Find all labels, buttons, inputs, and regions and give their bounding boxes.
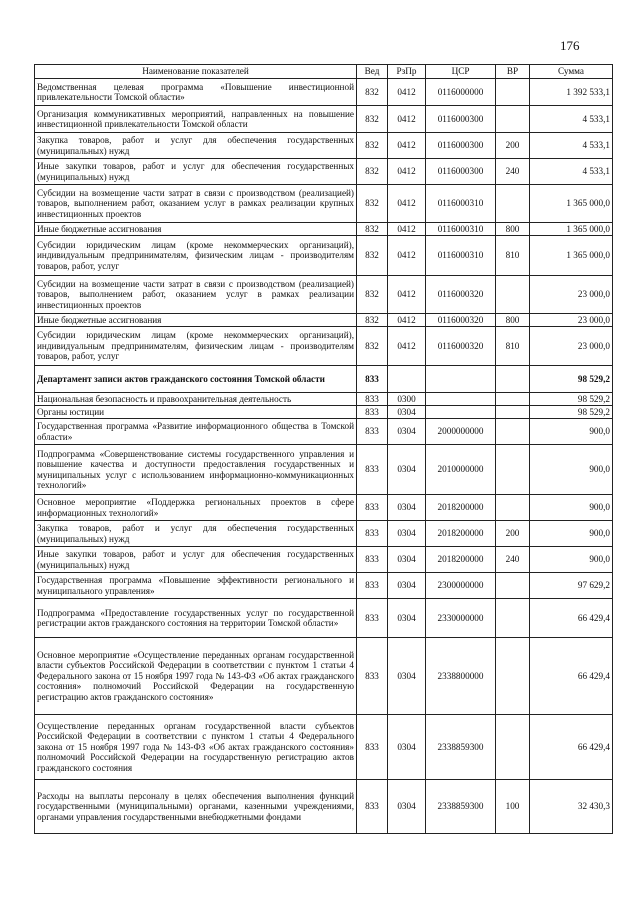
table-row: [35, 106, 613, 133]
cell-vr: 200: [496, 133, 530, 159]
table-row: [35, 521, 613, 547]
cell-ved: 832: [357, 314, 388, 327]
cell-csr: 2010000000: [426, 445, 496, 495]
cell-vr: 810: [496, 236, 530, 276]
cell-vr: [496, 599, 530, 638]
cell-vr: [496, 106, 530, 133]
table-row: [35, 276, 613, 314]
cell-ved: 833: [357, 780, 388, 834]
cell-name: Закупка товаров, работ и услуг для обеспечения государственных (муниципальных) нужд: [35, 521, 357, 547]
cell-csr: 0116000300: [426, 106, 496, 133]
cell-name: Подпрограмма «Предоставление государственных услуг по государственной регистрации актов гражданского состояния на территории Томской области»: [35, 599, 357, 638]
cell-ved: 832: [357, 236, 388, 276]
table-row: [35, 547, 613, 573]
col-header-name: Наименование показателей: [35, 65, 357, 79]
cell-csr: 2300000000: [426, 573, 496, 599]
cell-ved: 833: [357, 547, 388, 573]
cell-rzpr: 0412: [388, 106, 426, 133]
table-row: [35, 419, 613, 445]
cell-rzpr: 0304: [388, 547, 426, 573]
col-header-sum: Сумма: [530, 65, 613, 79]
cell-csr: 2338800000: [426, 638, 496, 715]
cell-csr: 2330000000: [426, 599, 496, 638]
table-row: [35, 79, 613, 106]
cell-name: Иные бюджетные ассигнования: [35, 223, 357, 236]
cell-vr: [496, 715, 530, 780]
cell-ved: 832: [357, 223, 388, 236]
table-row: [35, 159, 613, 185]
cell-csr: 2338859300: [426, 715, 496, 780]
cell-name: Основное мероприятие «Осуществление переданных органам государственной власти субъектов Российской Федерации в соответствии с пунктом 1 статьи 4 Федерального закона от 15 ноября 1997 года № 143-ФЗ «Об актах гражданского состояния» полномочий Российской Федерации на государственную регистрацию актов гражданского состояния»: [35, 638, 357, 715]
cell-rzpr: 0300: [388, 393, 426, 406]
cell-ved: 832: [357, 79, 388, 106]
cell-vr: 240: [496, 159, 530, 185]
cell-sum: 66 429,4: [530, 715, 613, 780]
cell-vr: 800: [496, 314, 530, 327]
cell-rzpr: [388, 366, 426, 393]
cell-ved: 833: [357, 599, 388, 638]
cell-csr: 0116000000: [426, 79, 496, 106]
cell-sum: 900,0: [530, 521, 613, 547]
cell-name: Государственная программа «Повышение эффективности регионального и муниципального управления»: [35, 573, 357, 599]
table-row: [35, 393, 613, 406]
cell-csr: 0116000310: [426, 223, 496, 236]
cell-csr: [426, 406, 496, 419]
cell-rzpr: 0412: [388, 327, 426, 366]
cell-ved: 832: [357, 327, 388, 366]
cell-sum: 1 365 000,0: [530, 223, 613, 236]
cell-name: Иные закупки товаров, работ и услуг для обеспечения государственных (муниципальных) нужд: [35, 159, 357, 185]
cell-rzpr: 0304: [388, 521, 426, 547]
cell-rzpr: 0412: [388, 314, 426, 327]
table-row: [35, 366, 613, 393]
cell-name: Ведомственная целевая программа «Повышение инвестиционной привлекательности Томской области»: [35, 79, 357, 106]
cell-vr: [496, 185, 530, 223]
table-row: [35, 133, 613, 159]
cell-vr: 100: [496, 780, 530, 834]
cell-vr: [496, 419, 530, 445]
table-row: [35, 223, 613, 236]
cell-rzpr: 0304: [388, 495, 426, 521]
table-row: [35, 638, 613, 715]
cell-sum: 1 392 533,1: [530, 79, 613, 106]
cell-rzpr: 0304: [388, 780, 426, 834]
cell-csr: 0116000300: [426, 159, 496, 185]
cell-ved: 833: [357, 521, 388, 547]
cell-vr: [496, 638, 530, 715]
cell-rzpr: 0412: [388, 223, 426, 236]
cell-name: Иные закупки товаров, работ и услуг для обеспечения государственных (муниципальных) нужд: [35, 547, 357, 573]
cell-name: Осуществление переданных органам государственной власти субъектов Российской Федерации в соответствии с пунктом 1 статьи 4 Федерального закона от 15 ноября 1997 года № 143-ФЗ «Об актах гражданского состояния» полномочий Российской Федерации на государственную регистрацию актов гражданского состояния: [35, 715, 357, 780]
cell-csr: 0116000320: [426, 276, 496, 314]
cell-sum: 23 000,0: [530, 327, 613, 366]
cell-ved: 832: [357, 106, 388, 133]
cell-csr: 2018200000: [426, 495, 496, 521]
cell-csr: 0116000300: [426, 133, 496, 159]
cell-sum: 97 629,2: [530, 573, 613, 599]
cell-csr: 0116000310: [426, 185, 496, 223]
cell-csr: 2338859300: [426, 780, 496, 834]
cell-name: Иные бюджетные ассигнования: [35, 314, 357, 327]
table-row: [35, 599, 613, 638]
table-row: [35, 495, 613, 521]
table-row: [35, 573, 613, 599]
cell-vr: 800: [496, 223, 530, 236]
cell-name: Субсидии на возмещение части затрат в связи с производством (реализацией) товаров, выполнением работ, оказанием услуг в рамках реализации крупных инвестиционных проектов: [35, 185, 357, 223]
cell-rzpr: 0304: [388, 419, 426, 445]
table-row: [35, 314, 613, 327]
cell-sum: 98 529,2: [530, 366, 613, 393]
cell-vr: 240: [496, 547, 530, 573]
cell-csr: 2000000000: [426, 419, 496, 445]
cell-ved: 833: [357, 495, 388, 521]
cell-ved: 833: [357, 406, 388, 419]
cell-vr: [496, 366, 530, 393]
table-row: [35, 445, 613, 495]
cell-csr: 0116000320: [426, 327, 496, 366]
cell-ved: 833: [357, 445, 388, 495]
cell-csr: 2018200000: [426, 547, 496, 573]
cell-rzpr: 0412: [388, 276, 426, 314]
cell-name: Органы юстиции: [35, 406, 357, 419]
cell-rzpr: 0304: [388, 573, 426, 599]
table-row: [35, 327, 613, 366]
cell-name: Расходы на выплаты персоналу в целях обеспечения выполнения функций государственными (муниципальными) органами, казенными учреждениями, органами управления государственными внебюджетными фондами: [35, 780, 357, 834]
cell-sum: 900,0: [530, 547, 613, 573]
col-header-vr: ВР: [496, 65, 530, 79]
cell-sum: 4 533,1: [530, 133, 613, 159]
cell-sum: 66 429,4: [530, 638, 613, 715]
cell-ved: 833: [357, 419, 388, 445]
cell-csr: [426, 366, 496, 393]
cell-csr: 0116000310: [426, 236, 496, 276]
cell-vr: [496, 573, 530, 599]
cell-rzpr: 0412: [388, 236, 426, 276]
cell-ved: 833: [357, 715, 388, 780]
cell-name: Национальная безопасность и правоохранительная деятельность: [35, 393, 357, 406]
cell-ved: 833: [357, 393, 388, 406]
cell-rzpr: 0304: [388, 638, 426, 715]
cell-rzpr: 0412: [388, 79, 426, 106]
cell-vr: [496, 495, 530, 521]
cell-name: Организация коммуникативных мероприятий, направленных на повышение инвестиционной привлекательности Томской области: [35, 106, 357, 133]
cell-rzpr: 0304: [388, 715, 426, 780]
cell-rzpr: 0412: [388, 185, 426, 223]
cell-vr: 810: [496, 327, 530, 366]
cell-ved: 833: [357, 366, 388, 393]
cell-sum: 4 533,1: [530, 159, 613, 185]
cell-vr: [496, 79, 530, 106]
cell-sum: 1 365 000,0: [530, 236, 613, 276]
table-row: [35, 185, 613, 223]
cell-vr: [496, 445, 530, 495]
cell-csr: 2018200000: [426, 521, 496, 547]
cell-name: Подпрограмма «Совершенствование системы государственного управления и повышение качества и доступности предоставления государственных и муниципальных услуг с использованием информационно-коммуникационных технологий»: [35, 445, 357, 495]
cell-sum: 98 529,2: [530, 406, 613, 419]
cell-name: Государственная программа «Развитие информационного общества в Томской области»: [35, 419, 357, 445]
cell-sum: 900,0: [530, 495, 613, 521]
cell-name: Субсидии на возмещение части затрат в связи с производством (реализацией) товаров, выполнением работ, оказанием услуг в рамках реализации инвестиционных проектов: [35, 276, 357, 314]
col-header-rzpr: РзПр: [388, 65, 426, 79]
cell-name: Департамент записи актов гражданского состояния Томской области: [35, 366, 357, 393]
col-header-csr: ЦСР: [426, 65, 496, 79]
table-row: [35, 406, 613, 419]
cell-rzpr: 0304: [388, 599, 426, 638]
table-row: [35, 715, 613, 780]
cell-csr: [426, 393, 496, 406]
cell-sum: 23 000,0: [530, 276, 613, 314]
col-header-ved: Вед: [357, 65, 388, 79]
cell-csr: 0116000320: [426, 314, 496, 327]
cell-rzpr: 0412: [388, 159, 426, 185]
cell-ved: 832: [357, 159, 388, 185]
cell-sum: 23 000,0: [530, 314, 613, 327]
cell-name: Субсидии юридическим лицам (кроме некоммерческих организаций), индивидуальным предпринимателям, физическим лицам - производителям товаров, работ, услуг: [35, 327, 357, 366]
table-header-row: [35, 65, 613, 79]
cell-ved: 832: [357, 133, 388, 159]
cell-sum: 32 430,3: [530, 780, 613, 834]
cell-vr: [496, 276, 530, 314]
cell-sum: 66 429,4: [530, 599, 613, 638]
cell-sum: 4 533,1: [530, 106, 613, 133]
cell-sum: 900,0: [530, 445, 613, 495]
cell-ved: 832: [357, 185, 388, 223]
table-row: [35, 236, 613, 276]
cell-vr: [496, 406, 530, 419]
cell-name: Закупка товаров, работ и услуг для обеспечения государственных (муниципальных) нужд: [35, 133, 357, 159]
cell-name: Субсидии юридическим лицам (кроме некоммерческих организаций), индивидуальным предпринимателям, физическим лицам - производителям товаров, работ, услуг: [35, 236, 357, 276]
cell-vr: [496, 393, 530, 406]
table-body: [35, 79, 613, 834]
cell-sum: 98 529,2: [530, 393, 613, 406]
cell-ved: 833: [357, 573, 388, 599]
cell-ved: 833: [357, 638, 388, 715]
cell-sum: 1 365 000,0: [530, 185, 613, 223]
page-number: 176: [560, 38, 580, 53]
cell-sum: 900,0: [530, 419, 613, 445]
cell-rzpr: 0304: [388, 406, 426, 419]
cell-ved: 832: [357, 276, 388, 314]
cell-rzpr: 0412: [388, 133, 426, 159]
cell-name: Основное мероприятие «Поддержка региональных проектов в сфере информационных технологий»: [35, 495, 357, 521]
cell-vr: 200: [496, 521, 530, 547]
budget-table: [34, 64, 613, 834]
cell-rzpr: 0304: [388, 445, 426, 495]
table-row: [35, 780, 613, 834]
